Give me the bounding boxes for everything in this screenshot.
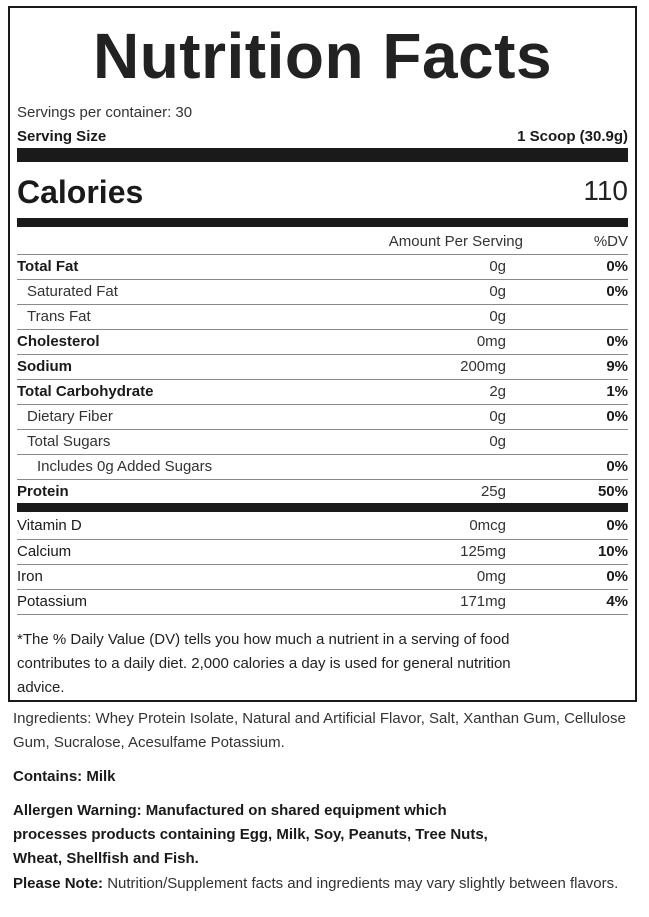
nutrient-amount: 0g [489, 408, 506, 425]
vitamin-name: Vitamin D [17, 517, 82, 534]
nutrient-name: Total Carbohydrate [17, 383, 154, 400]
nutrient-name: Includes 0g Added Sugars [37, 458, 213, 475]
please-note-label: Please Note: [13, 875, 104, 892]
nutrient-row [17, 454, 628, 479]
nutrient-row [17, 404, 628, 429]
nutrition-facts-title: Nutrition Facts [92, 20, 553, 92]
vitamin-dv: 10% [597, 543, 628, 560]
vitamin-amount: 0mg [476, 568, 506, 585]
divider-medium [17, 218, 628, 227]
nutrient-name: Total Fat [17, 258, 79, 275]
allergen-warning: Allergen Warning: Manufactured on shared equipment which processes products containing Egg, Milk, Soy, Peanuts, Tree Nuts, Wheat, Shellfish and Fish. [13, 802, 488, 867]
calories-label: Calories [17, 174, 144, 210]
nutrient-dv: 50% [597, 483, 628, 500]
nutrient-amount: 0g [489, 258, 506, 275]
nutrient-name: Protein [17, 483, 69, 500]
vitamin-amount: 0mcg [469, 517, 506, 534]
nutrient-row [17, 254, 628, 279]
ingredients-text: Ingredients: Whey Protein Isolate, Natural and Artificial Flavor, Salt, Xanthan Gum, Cellulose Gum, Sucralose, Acesulfame Potassium. [13, 710, 626, 751]
nutrient-dv: 0% [606, 258, 628, 275]
nutrient-amount: 0g [489, 433, 506, 450]
vitamin-name: Iron [17, 568, 43, 585]
servings-per-container: Servings per container: 30 [17, 104, 193, 121]
nutrient-row [17, 379, 628, 404]
serving-size-value: 1 Scoop (30.9g) [517, 128, 628, 145]
nutrient-row [17, 329, 628, 354]
vitamin-name: Potassium [17, 593, 88, 610]
nutrient-amount: 0g [489, 283, 506, 300]
vitamin-dv: 0% [606, 517, 628, 534]
nutrient-name: Dietary Fiber [27, 408, 113, 425]
divider-medium [17, 503, 628, 512]
nutrient-dv: 9% [606, 358, 628, 375]
vitamin-name: Calcium [17, 543, 72, 560]
vitamin-row [17, 514, 628, 539]
daily-value-header: %DV [593, 233, 628, 250]
nutrient-amount: 0mg [476, 333, 506, 350]
nutrient-dv: 0% [606, 283, 628, 300]
nutrient-amount: 25g [480, 483, 506, 500]
nutrient-name: Trans Fat [27, 308, 91, 325]
nutrient-name: Cholesterol [17, 333, 100, 350]
vitamin-row [17, 539, 628, 564]
nutrient-dv: 0% [606, 408, 628, 425]
nutrient-row [17, 479, 628, 504]
divider-thick [17, 148, 628, 162]
vitamin-row [17, 589, 628, 614]
nutrient-dv: 0% [606, 458, 628, 475]
vitamin-dv: 0% [606, 568, 628, 585]
vitamin-amount: 125mg [460, 543, 506, 560]
nutrition-facts-panel [8, 6, 637, 702]
nutrient-amount: 200mg [460, 358, 506, 375]
nutrient-amount: 2g [489, 383, 506, 400]
daily-value-footnote: *The % Daily Value (DV) tells you how much a nutrient in a serving of food contributes to a daily diet. 2,000 calories a day is used for general nutrition advice. [17, 631, 511, 696]
nutrient-amount: 0g [489, 308, 506, 325]
please-note-text: Nutrition/Supplement facts and ingredients may vary slightly between flavors. [107, 875, 619, 892]
nutrient-row [17, 304, 628, 329]
serving-size-label: Serving Size [17, 128, 107, 145]
please-note [13, 872, 635, 896]
nutrient-dv: 0% [606, 333, 628, 350]
nutrient-name: Sodium [17, 358, 72, 375]
nutrient-row [17, 354, 628, 379]
vitamin-amount: 171mg [460, 593, 506, 610]
nutrient-name: Total Sugars [27, 433, 111, 450]
nutrient-row [17, 279, 628, 304]
amount-per-serving-header: Amount Per Serving [388, 233, 523, 250]
nutrient-name: Saturated Fat [27, 283, 118, 300]
vitamin-row [17, 564, 628, 589]
contains-text: Contains: Milk [13, 768, 116, 785]
calories-value: 110 [583, 175, 628, 206]
divider-thin [17, 614, 628, 615]
nutrient-dv: 1% [606, 383, 628, 400]
vitamin-dv: 4% [606, 593, 628, 610]
nutrient-row [17, 429, 628, 454]
